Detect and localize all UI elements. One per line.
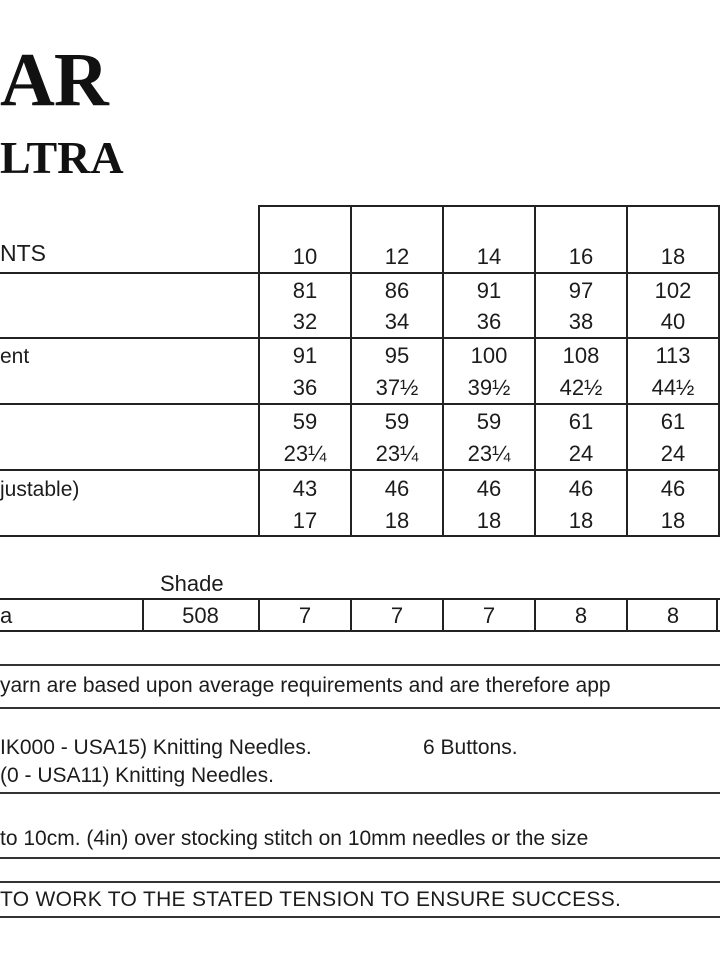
tension-note: to 10cm. (4in) over stocking stitch on 10mm needles or the size bbox=[0, 827, 589, 850]
table-bottom-border bbox=[0, 535, 720, 537]
table-row-divider bbox=[0, 403, 720, 405]
table-row-divider bbox=[0, 272, 720, 274]
yarn-quantity: 8 bbox=[666, 603, 680, 628]
divider bbox=[0, 881, 720, 883]
buttons-note: 6 Buttons. bbox=[423, 736, 518, 759]
cell-in: 44½ bbox=[651, 375, 695, 400]
yarn-name: a bbox=[0, 603, 13, 628]
divider bbox=[0, 857, 720, 859]
cell-in: 24 bbox=[660, 441, 686, 466]
yarn-shade: 508 bbox=[182, 603, 219, 628]
divider bbox=[0, 664, 720, 666]
size-header: 14 bbox=[476, 244, 502, 269]
cell-cm: 81 bbox=[292, 278, 318, 303]
needles-line-2: (0 - USA11) Knitting Needles. bbox=[0, 764, 274, 787]
cell-cm: 61 bbox=[568, 409, 594, 434]
cell-cm: 113 bbox=[655, 343, 691, 368]
cell-cm: 46 bbox=[660, 476, 686, 501]
row-label: justable) bbox=[0, 478, 80, 501]
cell-in: 18 bbox=[384, 508, 410, 533]
cell-in: 32 bbox=[292, 309, 318, 334]
cell-cm: 43 bbox=[292, 476, 318, 501]
cell-in: 36 bbox=[292, 375, 318, 400]
cell-in: 40 bbox=[660, 309, 686, 334]
yarn-quantity: 7 bbox=[390, 603, 404, 628]
table-row-divider bbox=[0, 337, 720, 339]
pattern-title: AR bbox=[0, 38, 108, 122]
size-header: 10 bbox=[292, 244, 318, 269]
yarn-bottom-border bbox=[0, 630, 720, 632]
tension-warning: TO WORK TO THE STATED TENSION TO ENSURE SUCCESS. bbox=[0, 888, 622, 911]
size-header: 18 bbox=[660, 244, 686, 269]
table-row-divider bbox=[0, 469, 720, 471]
shade-heading: Shade bbox=[160, 571, 224, 596]
yarn-quantity: 8 bbox=[574, 603, 588, 628]
table-top-border bbox=[258, 205, 720, 207]
yarn-quantity: 7 bbox=[482, 603, 496, 628]
cell-cm: 61 bbox=[660, 409, 686, 434]
cell-cm: 91 bbox=[476, 278, 502, 303]
cell-in: 23¼ bbox=[375, 441, 419, 466]
size-header: 12 bbox=[384, 244, 410, 269]
measurements-heading: NTS bbox=[0, 240, 46, 266]
cell-cm: 59 bbox=[292, 409, 318, 434]
cell-in: 18 bbox=[568, 508, 594, 533]
cell-in: 36 bbox=[476, 309, 502, 334]
divider bbox=[0, 792, 720, 794]
yarn-quantity: 7 bbox=[298, 603, 312, 628]
cell-in: 34 bbox=[384, 309, 410, 334]
cell-cm: 108 bbox=[562, 343, 600, 368]
cell-in: 38 bbox=[568, 309, 594, 334]
cell-cm: 46 bbox=[476, 476, 502, 501]
size-header: 16 bbox=[568, 244, 594, 269]
cell-cm: 91 bbox=[292, 343, 318, 368]
cell-in: 39½ bbox=[467, 375, 511, 400]
cell-in: 42½ bbox=[559, 375, 603, 400]
cell-in: 23¼ bbox=[283, 441, 327, 466]
cell-in: 37½ bbox=[375, 375, 419, 400]
yarn-note: yarn are based upon average requirements and are therefore app bbox=[0, 674, 611, 697]
cell-cm: 102 bbox=[654, 278, 692, 303]
cell-cm: 59 bbox=[476, 409, 502, 434]
divider bbox=[0, 707, 720, 709]
cell-cm: 97 bbox=[568, 278, 594, 303]
yarn-subtitle: LTRA bbox=[0, 132, 124, 183]
cell-cm: 95 bbox=[384, 343, 410, 368]
cell-cm: 100 bbox=[470, 343, 508, 368]
cell-cm: 59 bbox=[384, 409, 410, 434]
yarn-top-border bbox=[0, 598, 720, 600]
cell-in: 17 bbox=[292, 508, 318, 533]
cell-in: 24 bbox=[568, 441, 594, 466]
cell-in: 18 bbox=[660, 508, 686, 533]
needles-line-1: IK000 - USA15) Knitting Needles. bbox=[0, 736, 312, 759]
cell-in: 23¼ bbox=[467, 441, 511, 466]
divider bbox=[0, 916, 720, 918]
cell-cm: 86 bbox=[384, 278, 410, 303]
row-label: ent bbox=[0, 345, 30, 368]
cell-cm: 46 bbox=[568, 476, 594, 501]
cell-in: 18 bbox=[476, 508, 502, 533]
cell-cm: 46 bbox=[384, 476, 410, 501]
